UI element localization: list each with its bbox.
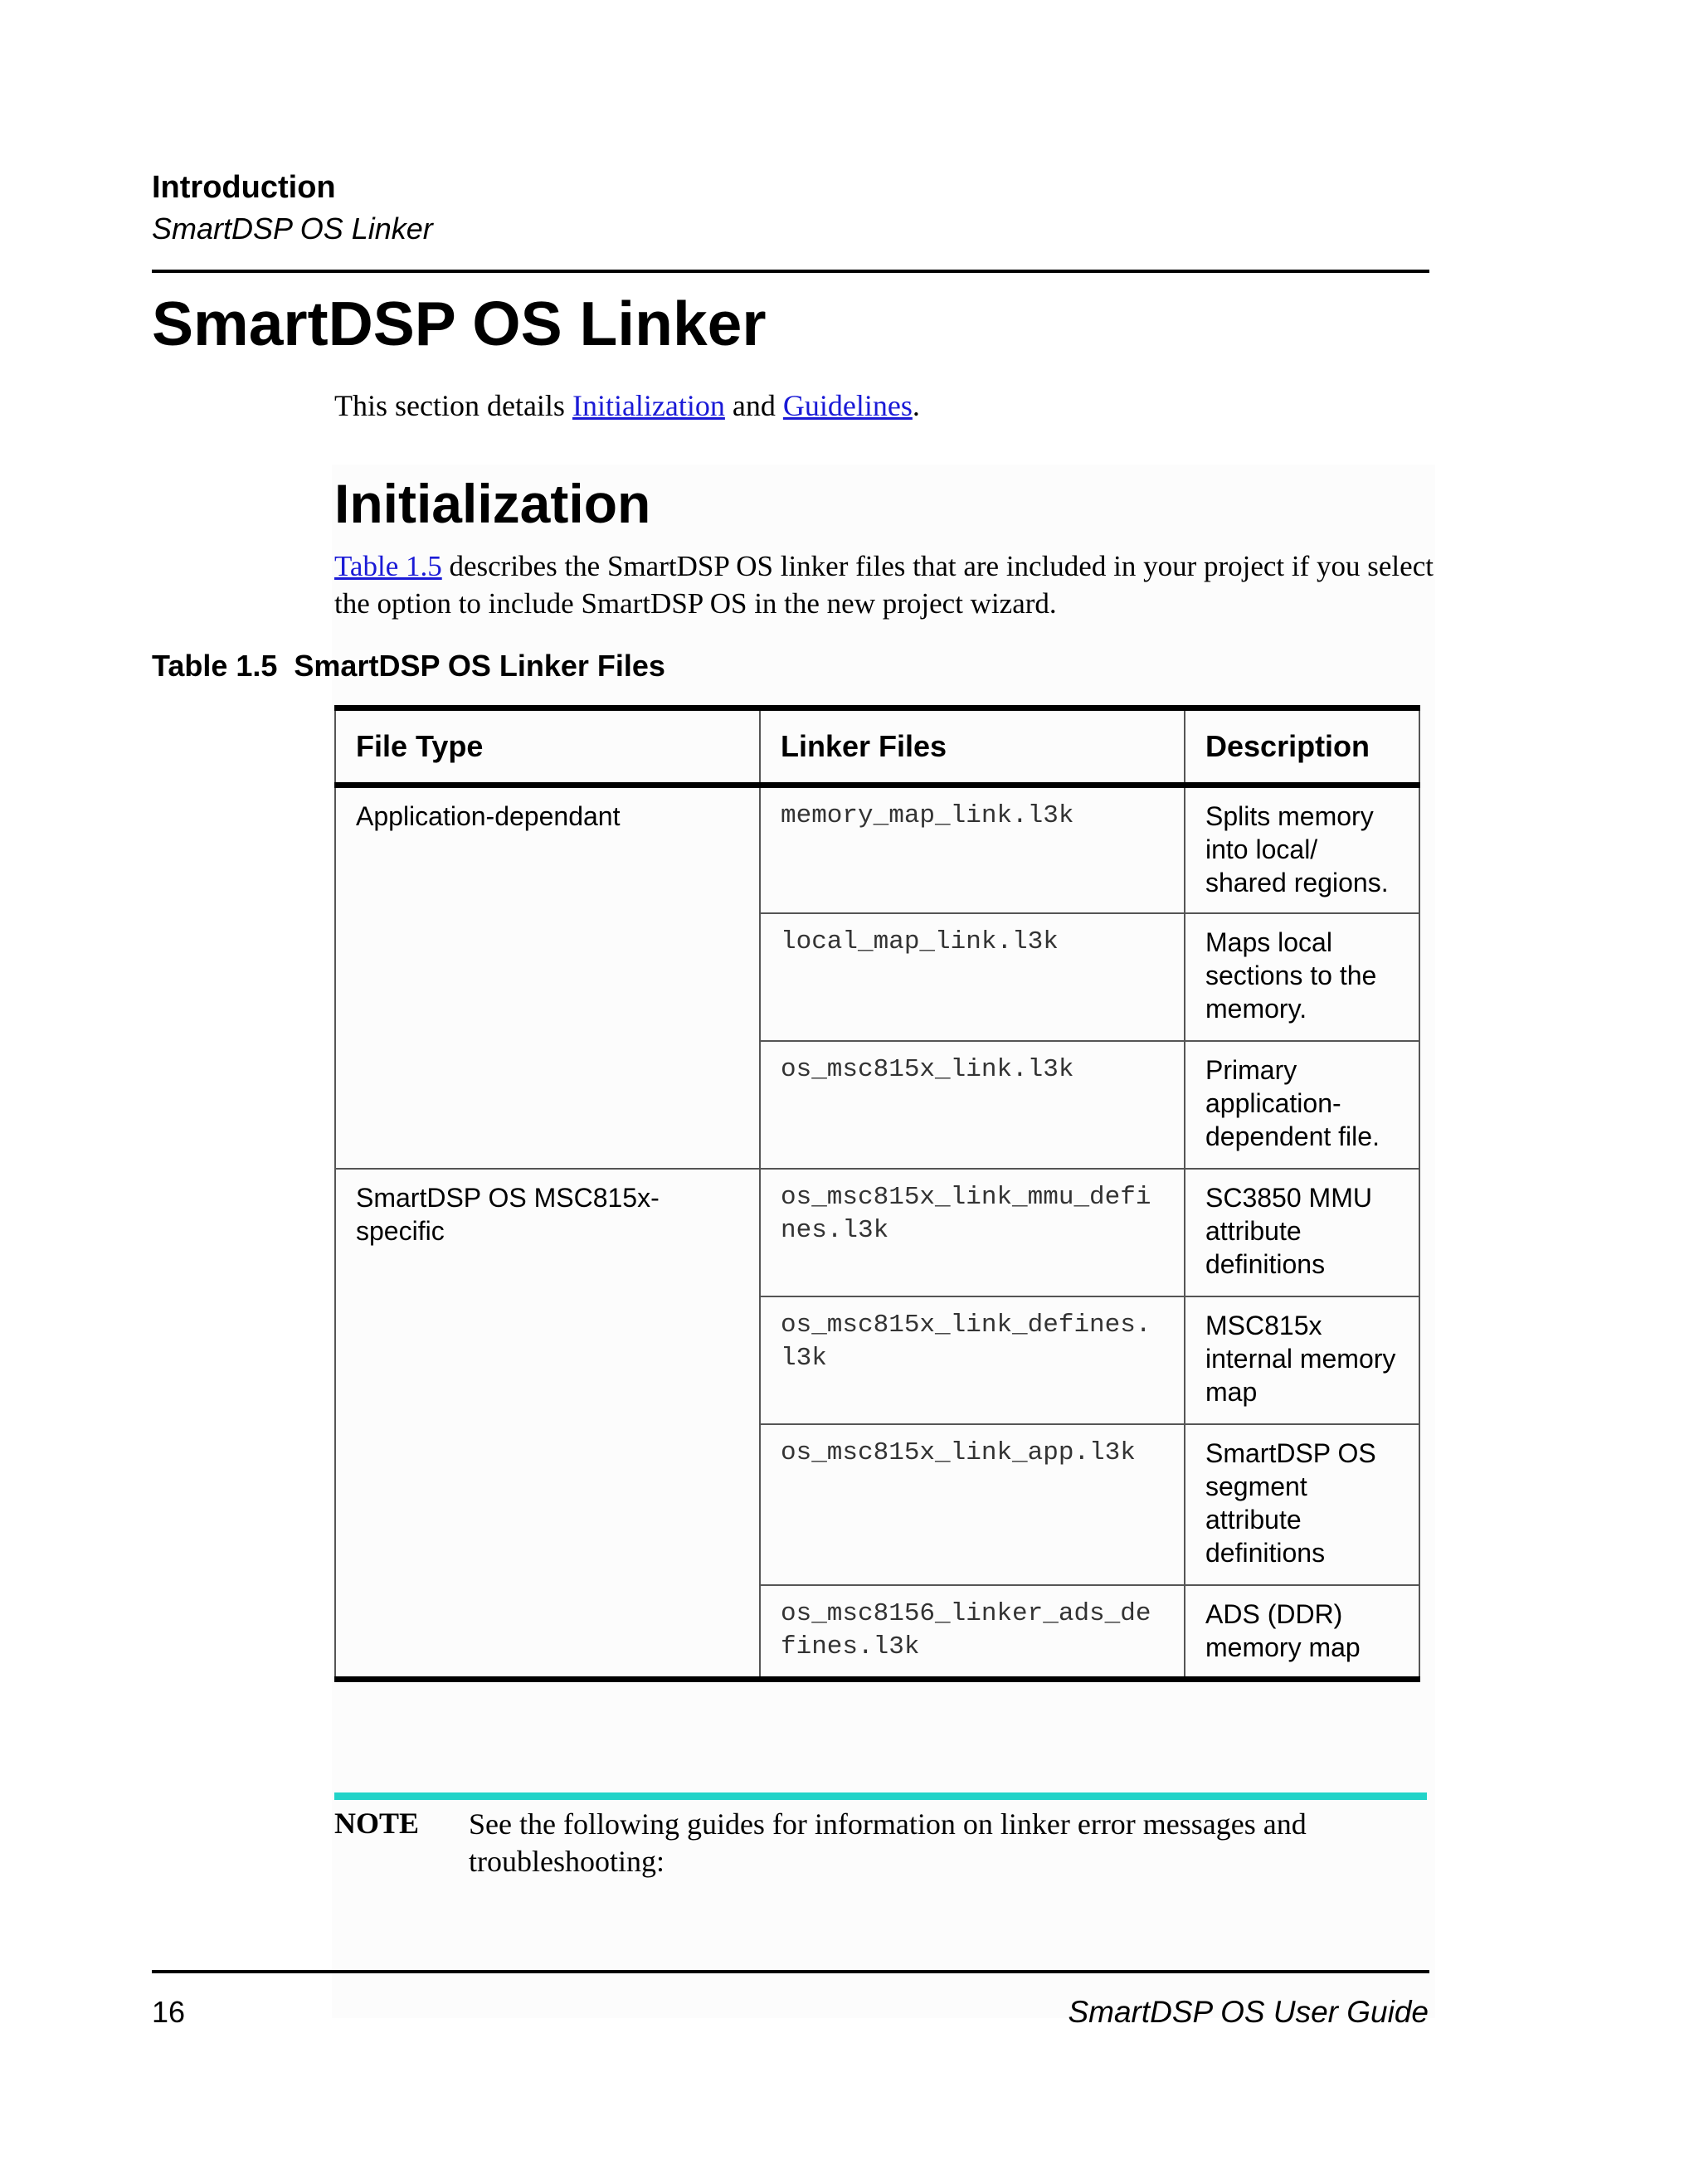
linker-file-cell: os_msc815x_link_defines.l3k: [760, 1296, 1185, 1424]
intro-text-middle: and: [724, 389, 783, 422]
page-title: SmartDSP OS Linker: [152, 289, 767, 358]
description-cell: ADS (DDR) memory map: [1185, 1585, 1419, 1680]
running-header-section: SmartDSP OS Linker: [152, 212, 433, 246]
guidelines-link[interactable]: Guidelines: [782, 389, 913, 422]
description-cell: SmartDSP OS segment attribute definitions: [1185, 1424, 1419, 1585]
header-rule: [152, 270, 1429, 273]
intro-text-prefix: This section details: [334, 389, 572, 422]
column-header-description: Description: [1185, 708, 1419, 786]
note-accent-bar: [334, 1792, 1427, 1800]
linker-file-cell: os_msc815x_link_mmu_defines.l3k: [760, 1169, 1185, 1296]
table-row: [335, 786, 1419, 913]
page-number: 16: [152, 1995, 186, 2029]
initialization-text: describes the SmartDSP OS linker files that are included in your project if you select the option to include SmartDSP OS in the new project wizard.: [334, 550, 1434, 620]
footer-rule: [152, 1970, 1429, 1973]
initialization-link[interactable]: Initialization: [572, 389, 725, 422]
description-cell: SC3850 MMU attribute definitions: [1185, 1169, 1419, 1296]
column-header-linker-files: Linker Files: [760, 708, 1185, 786]
column-header-file-type: File Type: [335, 708, 760, 786]
description-cell: Splits memory into local/ shared regions.: [1185, 786, 1419, 913]
initialization-paragraph: [334, 547, 1438, 622]
linker-file-cell: os_msc815x_link.l3k: [760, 1041, 1185, 1169]
running-header-chapter: Introduction: [152, 170, 336, 205]
note-text: See the following guides for information on linker error messages and troubleshooting:: [469, 1807, 1307, 1878]
linker-files-table: [334, 705, 1420, 1682]
table-reference-link[interactable]: Table 1.5: [334, 550, 442, 582]
linker-file-cell: os_msc8156_linker_ads_defines.l3k: [760, 1585, 1185, 1680]
note-label: NOTE: [334, 1807, 420, 1840]
intro-text-suffix: .: [912, 389, 920, 422]
description-cell: MSC815x internal memory map: [1185, 1296, 1419, 1424]
table-row: [335, 1169, 1419, 1296]
footer-book-title: SmartDSP OS User Guide: [1068, 1995, 1429, 2029]
table-caption-title: SmartDSP OS Linker Files: [294, 649, 665, 683]
linker-file-cell: memory_map_link.l3k: [760, 786, 1185, 913]
intro-paragraph: [334, 388, 920, 423]
table-caption-number: Table 1.5: [152, 649, 278, 683]
file-type-cell: Application-dependant: [335, 786, 760, 1169]
description-cell: Primary application-dependent file.: [1185, 1041, 1419, 1169]
initialization-heading: Initialization: [334, 473, 651, 534]
linker-file-cell: os_msc815x_link_app.l3k: [760, 1424, 1185, 1585]
table-header-row: [335, 708, 1419, 786]
file-type-cell: SmartDSP OS MSC815x-specific: [335, 1169, 760, 1680]
table-caption: [152, 649, 665, 683]
description-cell: Maps local sections to the memory.: [1185, 913, 1419, 1041]
linker-file-cell: local_map_link.l3k: [760, 913, 1185, 1041]
